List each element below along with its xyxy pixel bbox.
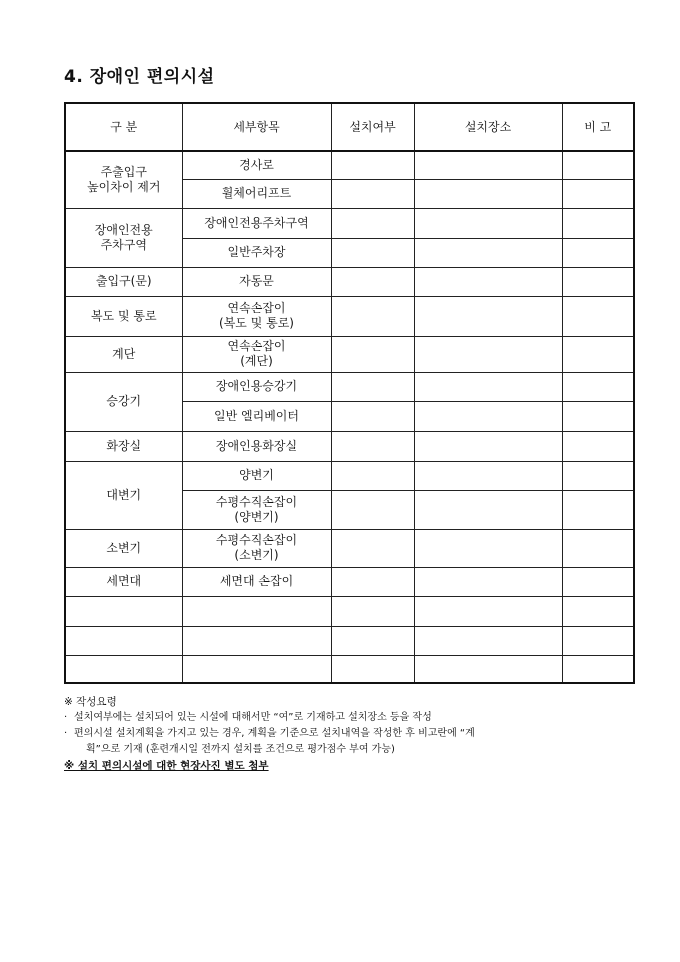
table-row — [65, 372, 634, 401]
remarks-cell[interactable] — [562, 655, 634, 683]
installed-cell[interactable] — [331, 490, 414, 529]
location-cell[interactable] — [414, 401, 562, 431]
location-cell[interactable] — [414, 151, 562, 179]
guide-item — [64, 710, 644, 726]
category-cell: 소변기 — [65, 529, 182, 567]
remarks-cell[interactable] — [562, 267, 634, 296]
detail-cell: 장애인전용주차구역 — [182, 208, 331, 238]
category-cell: 장애인전용 주차구역 — [65, 208, 182, 267]
detail-cell: 연속손잡이 (계단) — [182, 336, 331, 372]
location-cell[interactable] — [414, 238, 562, 267]
category-cell[interactable] — [65, 626, 182, 655]
installed-cell[interactable] — [331, 655, 414, 683]
installed-cell[interactable] — [331, 626, 414, 655]
location-cell[interactable] — [414, 626, 562, 655]
detail-cell: 수평수직손잡이 (소변기) — [182, 529, 331, 567]
guide-item — [64, 726, 644, 742]
guide-heading: ※ 작성요령 — [64, 696, 117, 708]
writing-guide — [64, 694, 644, 774]
installed-cell[interactable] — [331, 267, 414, 296]
location-cell[interactable] — [414, 567, 562, 596]
header-installed: 설치여부 — [331, 103, 414, 151]
guide-text: 설치여부에는 설치되어 있는 시설에 대해서만 “여”로 기재하고 설치장소 등을 작성 — [74, 712, 432, 723]
remarks-cell[interactable] — [562, 208, 634, 238]
installed-cell[interactable] — [331, 179, 414, 208]
installed-cell[interactable] — [331, 567, 414, 596]
remarks-cell[interactable] — [562, 461, 634, 490]
remarks-cell[interactable] — [562, 296, 634, 336]
location-cell[interactable] — [414, 179, 562, 208]
table-row — [65, 626, 634, 655]
facility-table — [64, 102, 635, 684]
location-cell[interactable] — [414, 461, 562, 490]
remarks-cell[interactable] — [562, 529, 634, 567]
detail-cell: 일반주차장 — [182, 238, 331, 267]
header-detail: 세부항목 — [182, 103, 331, 151]
category-cell: 대변기 — [65, 461, 182, 529]
table-row — [65, 151, 634, 179]
location-cell[interactable] — [414, 431, 562, 461]
remarks-cell[interactable] — [562, 179, 634, 208]
installed-cell[interactable] — [331, 461, 414, 490]
detail-cell: 양변기 — [182, 461, 331, 490]
header-category: 구 분 — [65, 103, 182, 151]
table-row — [65, 267, 634, 296]
photo-attachment-note: ※ 설치 편의시설에 대한 현장사진 별도 첨부 — [64, 760, 269, 772]
detail-cell[interactable] — [182, 626, 331, 655]
installed-cell[interactable] — [331, 372, 414, 401]
remarks-cell[interactable] — [562, 490, 634, 529]
installed-cell[interactable] — [331, 336, 414, 372]
detail-cell: 장애인용승강기 — [182, 372, 331, 401]
location-cell[interactable] — [414, 490, 562, 529]
detail-cell[interactable] — [182, 596, 331, 626]
table-row — [65, 431, 634, 461]
category-cell: 출입구(문) — [65, 267, 182, 296]
remarks-cell[interactable] — [562, 626, 634, 655]
header-remarks: 비 고 — [562, 103, 634, 151]
category-cell[interactable] — [65, 596, 182, 626]
table-row — [65, 596, 634, 626]
remarks-cell[interactable] — [562, 401, 634, 431]
table-row — [65, 336, 634, 372]
installed-cell[interactable] — [331, 296, 414, 336]
location-cell[interactable] — [414, 296, 562, 336]
detail-cell: 연속손잡이 (복도 및 통로) — [182, 296, 331, 336]
table-row — [65, 567, 634, 596]
category-cell: 세면대 — [65, 567, 182, 596]
guide-text-continued: 획”으로 기재 (훈련개시일 전까지 설치를 조건으로 평가점수 부여 가능) — [86, 744, 395, 755]
bullet-icon: · — [64, 728, 68, 739]
installed-cell[interactable] — [331, 596, 414, 626]
table-row — [65, 296, 634, 336]
table-row — [65, 208, 634, 238]
category-cell: 계단 — [65, 336, 182, 372]
location-cell[interactable] — [414, 655, 562, 683]
installed-cell[interactable] — [331, 401, 414, 431]
page-title: 4. 장애인 편의시설 — [64, 67, 215, 87]
header-location: 설치장소 — [414, 103, 562, 151]
detail-cell: 경사로 — [182, 151, 331, 179]
location-cell[interactable] — [414, 336, 562, 372]
location-cell[interactable] — [414, 529, 562, 567]
remarks-cell[interactable] — [562, 238, 634, 267]
installed-cell[interactable] — [331, 151, 414, 179]
location-cell[interactable] — [414, 596, 562, 626]
table-row — [65, 655, 634, 683]
category-cell: 화장실 — [65, 431, 182, 461]
remarks-cell[interactable] — [562, 336, 634, 372]
detail-cell: 일반 엘리베이터 — [182, 401, 331, 431]
location-cell[interactable] — [414, 208, 562, 238]
guide-text: 편의시설 설치계획을 가지고 있는 경우, 계획을 기준으로 설치내역을 작성한 후 비고란에 “계 — [74, 728, 475, 739]
location-cell[interactable] — [414, 267, 562, 296]
remarks-cell[interactable] — [562, 372, 634, 401]
detail-cell: 자동문 — [182, 267, 331, 296]
detail-cell: 수평수직손잡이 (양변기) — [182, 490, 331, 529]
installed-cell[interactable] — [331, 529, 414, 567]
category-cell: 복도 및 통로 — [65, 296, 182, 336]
remarks-cell[interactable] — [562, 431, 634, 461]
remarks-cell[interactable] — [562, 567, 634, 596]
bullet-icon: · — [64, 712, 68, 723]
remarks-cell[interactable] — [562, 151, 634, 179]
installed-cell[interactable] — [331, 431, 414, 461]
remarks-cell[interactable] — [562, 596, 634, 626]
category-cell: 주출입구 높이차이 제거 — [65, 151, 182, 208]
table-row — [65, 461, 634, 490]
installed-cell[interactable] — [331, 238, 414, 267]
category-cell: 승강기 — [65, 372, 182, 431]
detail-cell: 장애인용화장실 — [182, 431, 331, 461]
detail-cell: 세면대 손잡이 — [182, 567, 331, 596]
detail-cell: 휠체어리프트 — [182, 179, 331, 208]
detail-cell[interactable] — [182, 655, 331, 683]
table-row — [65, 529, 634, 567]
location-cell[interactable] — [414, 372, 562, 401]
header-row — [65, 103, 634, 151]
category-cell[interactable] — [65, 655, 182, 683]
installed-cell[interactable] — [331, 208, 414, 238]
